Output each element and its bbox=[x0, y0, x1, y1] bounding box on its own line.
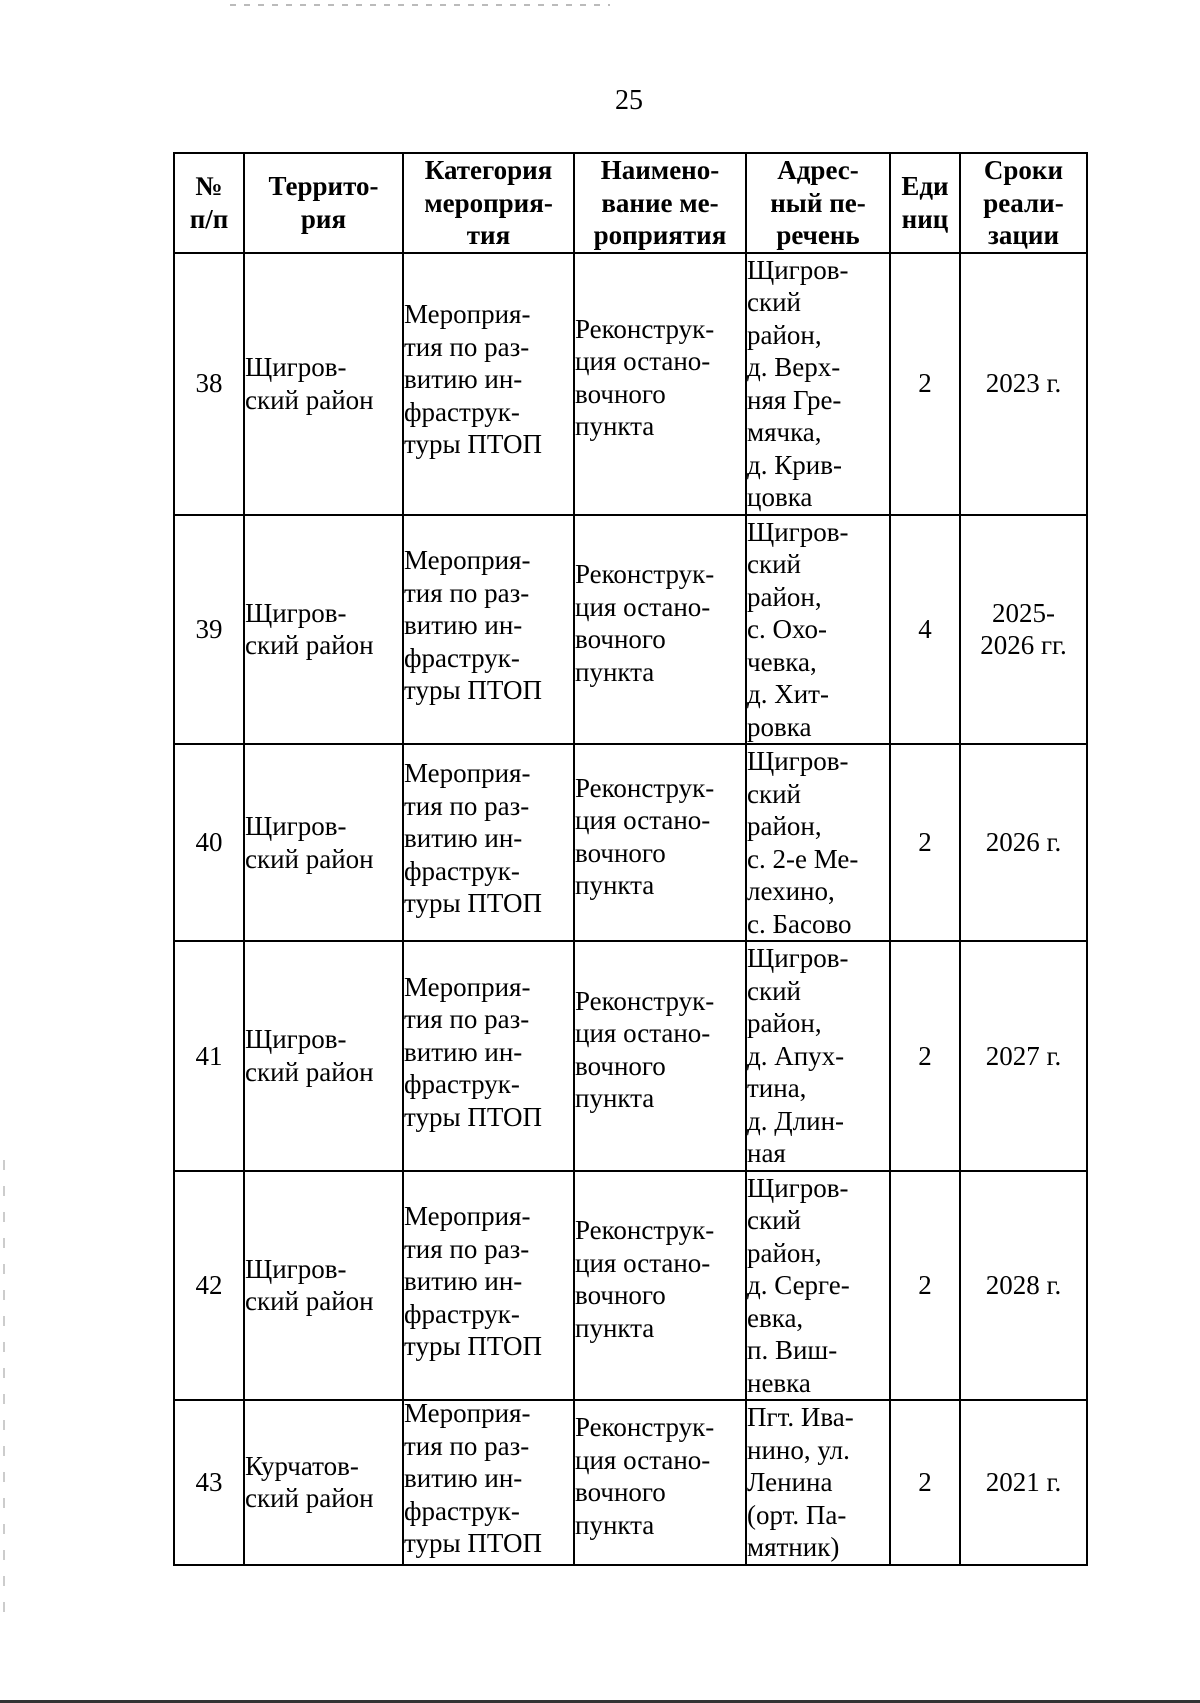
cell-name-text: Реконструк- ция остано- вочного пункта bbox=[575, 559, 715, 687]
cell-term bbox=[960, 744, 1087, 941]
cell-term bbox=[960, 941, 1087, 1171]
header-term-label: Сроки реали- зации bbox=[983, 155, 1064, 250]
cell-number-text: 39 bbox=[195, 614, 223, 644]
cell-term-text: 2026 г. bbox=[985, 827, 1062, 858]
cell-number-text: 43 bbox=[195, 1467, 223, 1497]
scan-artifact-left bbox=[3, 1160, 5, 1620]
cell-address-text: Щигров- ский район, с. 2-е Ме- лехино, с. Басово bbox=[747, 746, 859, 939]
cell-address bbox=[746, 941, 890, 1171]
cell-name bbox=[574, 515, 746, 745]
table-header-row bbox=[174, 153, 1087, 253]
table-row bbox=[174, 515, 1087, 745]
cell-term bbox=[960, 1400, 1087, 1565]
activities-table bbox=[173, 152, 1088, 1566]
header-territory-label: Террито- рия bbox=[268, 171, 379, 234]
cell-address bbox=[746, 744, 890, 941]
cell-territory bbox=[244, 515, 403, 745]
cell-territory-text: Щигров- ский район bbox=[245, 1253, 374, 1317]
cell-name-text: Реконструк- ция остано- вочного пункта bbox=[575, 1412, 715, 1540]
cell-units bbox=[890, 515, 960, 745]
table-row bbox=[174, 941, 1087, 1171]
cell-territory bbox=[244, 744, 403, 941]
cell-category-text: Мероприя- тия по раз- витию ин- фраструк- туры ПТОП bbox=[404, 1201, 542, 1361]
cell-territory-text: Щигров- ский район bbox=[245, 352, 374, 415]
cell-number-text: 38 bbox=[195, 368, 223, 399]
header-category-label: Категория мероприя- тия bbox=[424, 155, 553, 250]
page-number: 25 bbox=[615, 85, 643, 116]
cell-term-text: 2027 г. bbox=[985, 1040, 1062, 1071]
header-term bbox=[960, 153, 1087, 253]
cell-territory-text: Курчатов- ский район bbox=[245, 1450, 374, 1514]
cell-address-text: Щигров- ский район, д. Серге- евка, п. Виш- невка bbox=[747, 1172, 850, 1398]
cell-address bbox=[746, 1400, 890, 1565]
cell-category-text: Мероприя- тия по раз- витию ин- фраструк- туры ПТОП bbox=[404, 299, 542, 460]
cell-number-text: 41 bbox=[195, 1040, 223, 1071]
cell-number-text: 42 bbox=[195, 1270, 223, 1300]
header-name-label: Наимено- вание ме- роприятия bbox=[593, 155, 727, 250]
cell-units bbox=[890, 941, 960, 1171]
cell-category bbox=[403, 253, 574, 515]
cell-name-text: Реконструк- ция остано- вочного пункта bbox=[575, 985, 715, 1114]
cell-category-text: Мероприя- тия по раз- витию ин- фраструк- туры ПТОП bbox=[404, 1398, 542, 1558]
cell-territory bbox=[244, 253, 403, 515]
cell-number bbox=[174, 744, 244, 941]
cell-term-text: 2025- 2026 гг. bbox=[980, 597, 1067, 661]
cell-units-text: 4 bbox=[918, 614, 932, 644]
cell-units-text: 2 bbox=[918, 827, 932, 858]
cell-territory bbox=[244, 1171, 403, 1401]
cell-units-text: 2 bbox=[918, 1270, 932, 1300]
cell-units-text: 2 bbox=[918, 1040, 932, 1071]
cell-category bbox=[403, 744, 574, 941]
cell-number bbox=[174, 515, 244, 745]
cell-term-text: 2028 г. bbox=[985, 1270, 1062, 1300]
cell-term bbox=[960, 515, 1087, 745]
header-number-label: № п/п bbox=[189, 171, 229, 234]
cell-name bbox=[574, 744, 746, 941]
table-row bbox=[174, 1171, 1087, 1401]
cell-units-text: 2 bbox=[918, 1467, 932, 1497]
cell-name bbox=[574, 253, 746, 515]
table-row bbox=[174, 744, 1087, 941]
header-units bbox=[890, 153, 960, 253]
cell-category bbox=[403, 1171, 574, 1401]
cell-units bbox=[890, 1171, 960, 1401]
cell-territory-text: Щигров- ский район bbox=[245, 1024, 374, 1087]
cell-address bbox=[746, 1171, 890, 1401]
cell-units bbox=[890, 1400, 960, 1565]
cell-name-text: Реконструк- ция остано- вочного пункта bbox=[575, 1215, 715, 1343]
cell-units-text: 2 bbox=[918, 368, 932, 399]
cell-address bbox=[746, 515, 890, 745]
cell-number bbox=[174, 1400, 244, 1565]
cell-term bbox=[960, 1171, 1087, 1401]
cell-category bbox=[403, 515, 574, 745]
cell-number bbox=[174, 253, 244, 515]
cell-name bbox=[574, 941, 746, 1171]
header-category bbox=[403, 153, 574, 253]
cell-category-text: Мероприя- тия по раз- витию ин- фраструк- туры ПТОП bbox=[404, 971, 542, 1132]
cell-term bbox=[960, 253, 1087, 515]
cell-address-text: Щигров- ский район, с. Охо- чевка, д. Хит- ровка bbox=[747, 516, 849, 742]
cell-name bbox=[574, 1171, 746, 1401]
cell-name bbox=[574, 1400, 746, 1565]
cell-category bbox=[403, 1400, 574, 1565]
cell-territory-text: Щигров- ский район bbox=[245, 597, 374, 661]
header-address-label: Адрес- ный пе- речень bbox=[770, 155, 866, 250]
cell-address-text: Щигров- ский район, д. Верх- няя Гре- мячка, д. Крив- цовка bbox=[747, 254, 849, 512]
cell-address-text: Пгт. Ива- нино, ул. Ленина (орт. Па- мятник) bbox=[747, 1402, 854, 1562]
scan-artifact-top bbox=[230, 4, 610, 6]
cell-territory bbox=[244, 941, 403, 1171]
cell-term-text: 2023 г. bbox=[985, 368, 1062, 399]
header-address bbox=[746, 153, 890, 253]
cell-term-text: 2021 г. bbox=[985, 1467, 1062, 1497]
cell-units bbox=[890, 253, 960, 515]
cell-address-text: Щигров- ский район, д. Апух- тина, д. Длин- ная bbox=[747, 943, 849, 1168]
cell-territory-text: Щигров- ский район bbox=[245, 811, 374, 874]
header-units-label: Еди ниц bbox=[901, 171, 949, 234]
header-territory bbox=[244, 153, 403, 253]
cell-number-text: 40 bbox=[195, 827, 223, 858]
cell-number bbox=[174, 941, 244, 1171]
cell-units bbox=[890, 744, 960, 941]
cell-name-text: Реконструк- ция остано- вочного пункта bbox=[575, 772, 715, 900]
header-name bbox=[574, 153, 746, 253]
cell-category bbox=[403, 941, 574, 1171]
table-row bbox=[174, 1400, 1087, 1565]
cell-number bbox=[174, 1171, 244, 1401]
cell-territory bbox=[244, 1400, 403, 1565]
header-number bbox=[174, 153, 244, 253]
cell-address bbox=[746, 253, 890, 515]
cell-category-text: Мероприя- тия по раз- витию ин- фраструк- туры ПТОП bbox=[404, 758, 542, 919]
cell-category-text: Мероприя- тия по раз- витию ин- фраструк- туры ПТОП bbox=[404, 545, 542, 705]
table-row bbox=[174, 253, 1087, 515]
cell-name-text: Реконструк- ция остано- вочного пункта bbox=[575, 313, 715, 441]
